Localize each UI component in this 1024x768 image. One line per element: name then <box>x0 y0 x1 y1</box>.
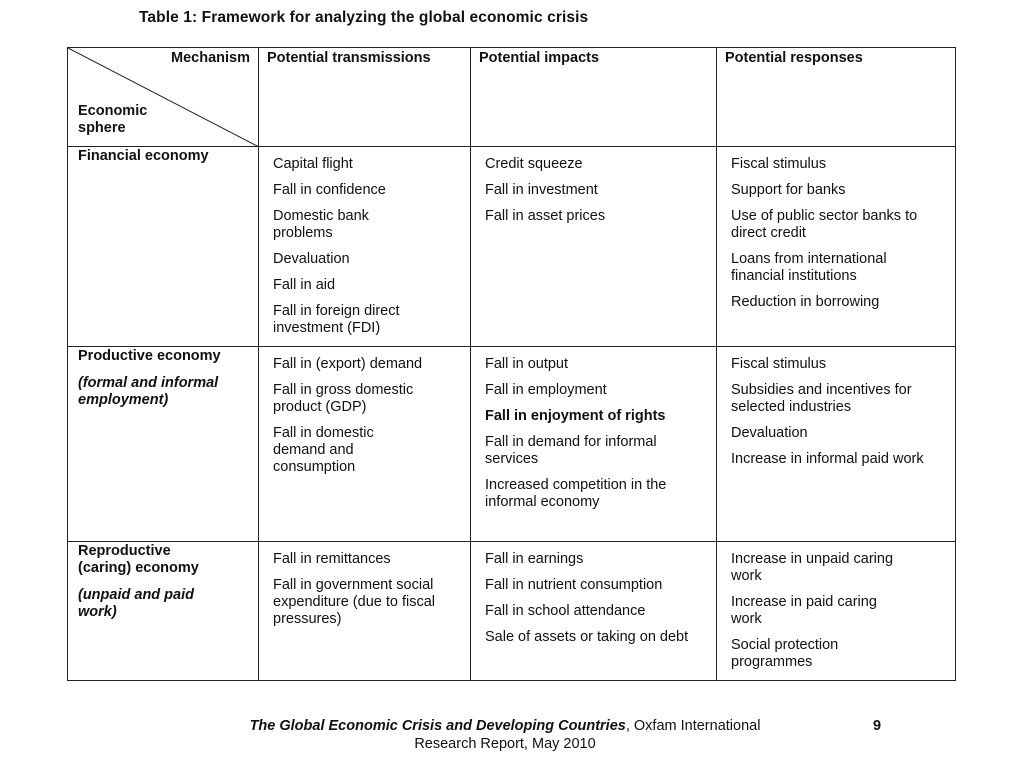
transmissions-cell <box>259 542 471 681</box>
list-item: Fall in employment <box>485 382 607 398</box>
column-header-responses: Potential responses <box>717 48 956 147</box>
responses-cell <box>717 542 956 681</box>
list-item: Fall in demand for informal services <box>485 434 657 467</box>
list-item: Increase in paid caring work <box>731 594 877 627</box>
list-item: Subsidies and incentives for selected industries <box>731 382 912 415</box>
row-sphere-subtitle: (unpaid and paid work) <box>78 587 194 620</box>
list-item: Fiscal stimulus <box>731 356 827 372</box>
responses-cell <box>717 147 956 347</box>
row-sphere-subtitle: (formal and informal employment) <box>78 375 219 408</box>
column-header-transmissions: Potential transmissions <box>259 48 471 147</box>
report-citation <box>200 717 810 753</box>
list-item: Fall in school attendance <box>485 603 646 619</box>
list-item: Loans from international financial institutions <box>731 251 887 284</box>
list-item: Fall in output <box>485 356 569 372</box>
list-item: Fall in nutrient consumption <box>485 577 663 593</box>
report-publisher: , Oxfam International <box>625 718 761 734</box>
report-date: Research Report, May 2010 <box>414 736 596 752</box>
list-item: Use of public sector banks to direct credit <box>731 208 918 241</box>
list-item: Devaluation <box>273 251 350 267</box>
list-item: Support for banks <box>731 182 846 198</box>
table-title: Table 1: Framework for analyzing the global economic crisis <box>139 9 589 26</box>
impacts-cell <box>471 542 717 681</box>
page-number: 9 <box>873 718 882 734</box>
framework-table <box>67 47 956 681</box>
list-item: Fall in gross domestic product (GDP) <box>273 382 414 415</box>
economic-sphere-label: Economic sphere <box>78 103 148 136</box>
list-item: Fall in government social expenditure (due to fiscal pressures) <box>273 577 436 627</box>
impacts-cell <box>471 347 717 542</box>
list-item: Fall in enjoyment of rights <box>485 408 666 424</box>
row-sphere-cell <box>68 542 259 681</box>
list-item: Fall in (export) demand <box>273 356 423 372</box>
list-item: Devaluation <box>731 425 808 441</box>
list-item: Increase in unpaid caring work <box>731 551 894 584</box>
list-item: Capital flight <box>273 156 353 172</box>
table-row <box>68 147 956 347</box>
transmissions-cell <box>259 347 471 542</box>
row-sphere-cell <box>68 147 259 347</box>
list-item: Fall in remittances <box>273 551 391 567</box>
mechanism-label: Mechanism <box>171 50 250 66</box>
row-sphere-name: Reproductive (caring) economy <box>78 543 199 576</box>
list-item: Credit squeeze <box>485 156 583 172</box>
list-item: Fall in aid <box>273 277 336 293</box>
table-row <box>68 347 956 542</box>
list-item: Domestic bank problems <box>273 208 369 241</box>
list-item: Reduction in borrowing <box>731 294 880 310</box>
list-item: Fall in earnings <box>485 551 584 567</box>
list-item: Social protection programmes <box>731 637 839 670</box>
list-item: Fall in asset prices <box>485 208 606 224</box>
list-item: Sale of assets or taking on debt <box>485 629 689 645</box>
corner-header-cell <box>68 48 259 147</box>
column-header-impacts: Potential impacts <box>471 48 717 147</box>
list-item: Fall in confidence <box>273 182 386 198</box>
table-row <box>68 542 956 681</box>
list-item: Increased competition in the informal economy <box>485 477 667 510</box>
list-item: Fiscal stimulus <box>731 156 827 172</box>
row-sphere-name: Financial economy <box>78 148 209 164</box>
responses-cell <box>717 347 956 542</box>
list-item: Fall in foreign direct investment (FDI) <box>273 303 400 336</box>
row-sphere-name: Productive economy <box>78 348 221 364</box>
list-item: Fall in domestic demand and consumption <box>273 425 374 475</box>
list-item: Fall in investment <box>485 182 598 198</box>
impacts-cell <box>471 147 717 347</box>
list-item: Increase in informal paid work <box>731 451 924 467</box>
header-row <box>68 48 956 147</box>
row-sphere-cell <box>68 347 259 542</box>
transmissions-cell <box>259 147 471 347</box>
report-title: The Global Economic Crisis and Developing Countries <box>249 718 626 734</box>
